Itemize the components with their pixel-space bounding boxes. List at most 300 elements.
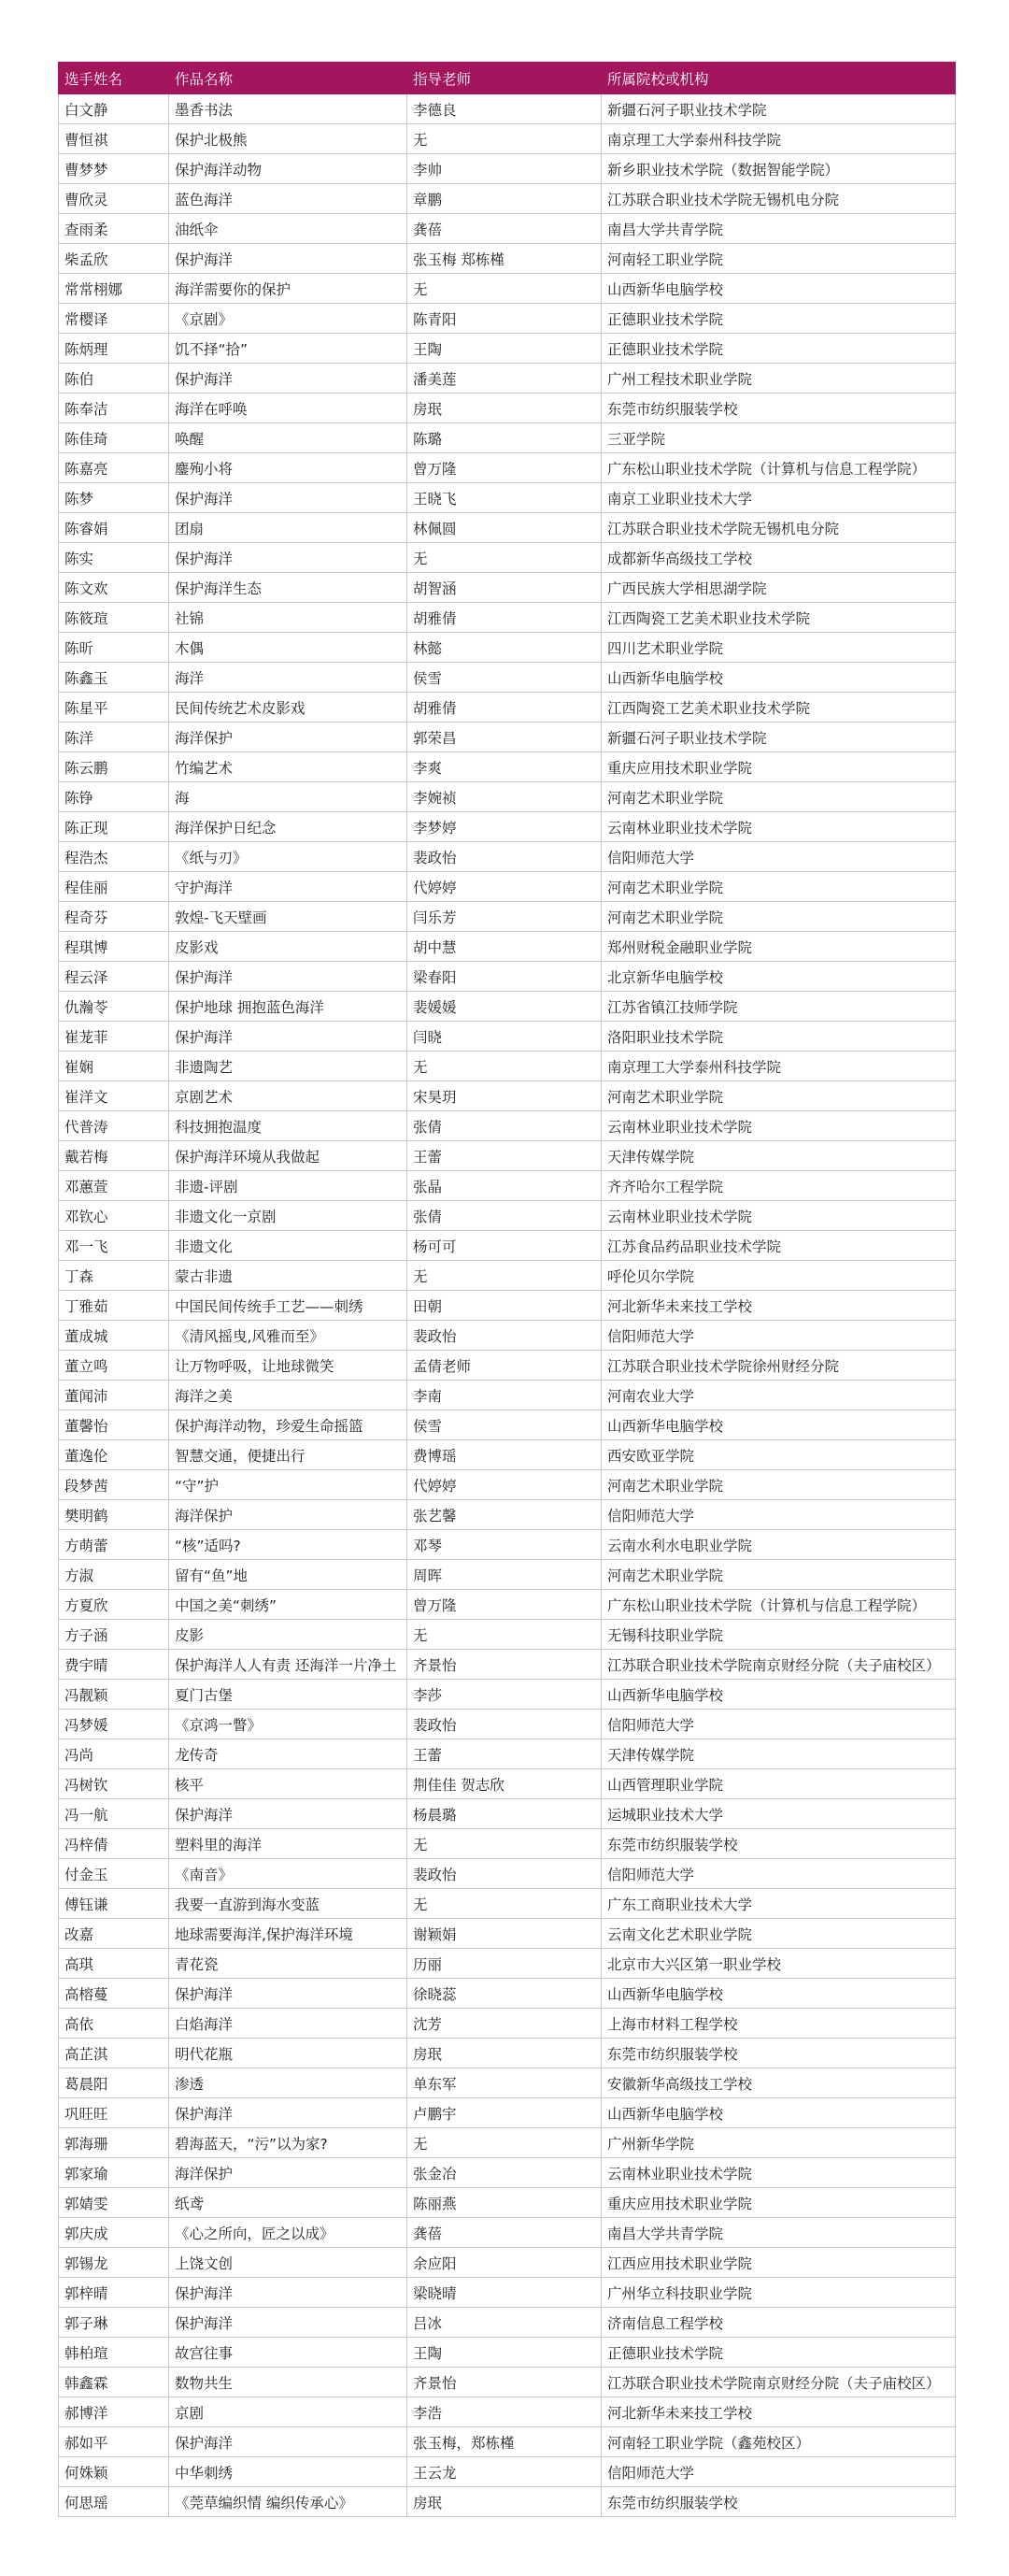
cell-work-title: 海洋在呼唤 [169,394,407,423]
table-row [59,693,956,723]
cell-contestant-name: 冯树钦 [59,1769,169,1799]
table-row [59,1321,956,1351]
table-row [59,1530,956,1560]
cell-work-title: 《心之所向，匠之以成》 [169,2218,407,2248]
cell-work-title: 保护海洋 [169,1979,407,2009]
cell-advisor: 荆佳佳 贺志欣 [407,1769,602,1799]
cell-advisor: 代婷婷 [407,872,602,902]
cell-contestant-name: 陈奉洁 [59,394,169,423]
cell-institution: 南昌大学共青学院 [602,2218,956,2248]
table-row [59,1680,956,1710]
table-row [59,2188,956,2218]
cell-advisor: 邓琴 [407,1530,602,1560]
cell-advisor: 周晖 [407,1560,602,1590]
table-row [59,2338,956,2368]
cell-work-title: 青花瓷 [169,1949,407,1979]
cell-work-title: 保护海洋环境从我做起 [169,1141,407,1171]
cell-institution: 江苏联合职业技术学院无锡机电分院 [602,513,956,543]
cell-work-title: 保护北极熊 [169,124,407,154]
cell-institution: 济南信息工程学校 [602,2308,956,2338]
cell-advisor: 王陶 [407,2338,602,2368]
table-row [59,244,956,274]
cell-advisor: 章鹏 [407,184,602,214]
cell-institution: 无锡科技职业学院 [602,1620,956,1650]
table-row [59,1560,956,1590]
cell-advisor: 张金冶 [407,2158,602,2188]
cell-contestant-name: 高琪 [59,1949,169,1979]
cell-work-title: 智慧交通，便捷出行 [169,1440,407,1470]
table-row [59,543,956,573]
cell-work-title: 海洋需要你的保护 [169,274,407,304]
cell-work-title: 竹编艺术 [169,752,407,782]
cell-institution: 云南林业职业技术学院 [602,1201,956,1231]
cell-contestant-name: 郭庆成 [59,2218,169,2248]
table-row [59,2068,956,2098]
cell-advisor: 龚蓓 [407,2218,602,2248]
cell-work-title: 海洋保护 [169,1500,407,1530]
cell-work-title: 保护海洋 [169,244,407,274]
table-row [59,1710,956,1739]
table-row [59,842,956,872]
cell-contestant-name: 程云泽 [59,962,169,992]
cell-institution: 齐齐哈尔工程学院 [602,1171,956,1201]
cell-advisor: 张倩 [407,1201,602,1231]
cell-institution: 江苏联合职业技术学院南京财经分院（夫子庙校区） [602,1650,956,1680]
cell-institution: 山西管理职业学院 [602,1769,956,1799]
cell-work-title: “核”适吗? [169,1530,407,1560]
cell-institution: 洛阳职业技术学院 [602,1022,956,1052]
cell-contestant-name: 陈文欢 [59,573,169,603]
cell-work-title: 保护海洋动物，珍爱生命摇篮 [169,1410,407,1440]
cell-institution: 河南艺术职业学院 [602,1081,956,1111]
cell-work-title: 鏖殉小将 [169,453,407,483]
cell-advisor: 胡中慧 [407,932,602,962]
cell-work-title: 非遗-评剧 [169,1171,407,1201]
cell-institution: 重庆应用技术职业学院 [602,2188,956,2218]
cell-work-title: 保护海洋 [169,2427,407,2457]
cell-institution: 南京理工大学泰州科技学院 [602,1052,956,1081]
cell-advisor: 张晶 [407,1171,602,1201]
cell-contestant-name: 丁雅茹 [59,1291,169,1321]
cell-institution: 云南林业职业技术学院 [602,2158,956,2188]
cell-institution: 山西新华电脑学校 [602,663,956,693]
cell-contestant-name: 郭锡龙 [59,2248,169,2278]
cell-work-title: 《纸与刃》 [169,842,407,872]
cell-institution: 河南艺术职业学院 [602,782,956,812]
cell-advisor: 王蕾 [407,1739,602,1769]
cell-work-title: 碧海蓝天，“污”以为家? [169,2128,407,2158]
cell-work-title: 京剧艺术 [169,1081,407,1111]
cell-institution: 正德职业技术学院 [602,2338,956,2368]
participant-table [58,62,956,2517]
cell-advisor: 裴政怡 [407,1859,602,1889]
cell-advisor: 卢鹏宇 [407,2098,602,2128]
cell-advisor: 李梦婷 [407,812,602,842]
cell-institution: 信阳师范大学 [602,842,956,872]
cell-institution: 正德职业技术学院 [602,334,956,364]
table-row [59,1440,956,1470]
table-row [59,214,956,244]
table-row [59,2158,956,2188]
cell-institution: 河南轻工职业学院 [602,244,956,274]
cell-advisor: 无 [407,1620,602,1650]
cell-contestant-name: 董闻沛 [59,1381,169,1410]
cell-contestant-name: 葛晨阳 [59,2068,169,2098]
cell-work-title: 保护海洋 [169,962,407,992]
table-row [59,573,956,603]
cell-work-title: 保护海洋人人有责 还海洋一片净土 [169,1650,407,1680]
cell-contestant-name: 查雨柔 [59,214,169,244]
cell-contestant-name: 陈铮 [59,782,169,812]
cell-advisor: 李婉祯 [407,782,602,812]
cell-institution: 南京理工大学泰州科技学院 [602,124,956,154]
cell-advisor: 杨晨璐 [407,1799,602,1829]
cell-contestant-name: 邓一飞 [59,1231,169,1261]
cell-contestant-name: 崔茏菲 [59,1022,169,1052]
table-row [59,1052,956,1081]
cell-advisor: 侯雪 [407,1410,602,1440]
cell-work-title: 地球需要海洋,保护海洋环境 [169,1919,407,1949]
cell-advisor: 侯雪 [407,663,602,693]
cell-advisor: 龚蓓 [407,214,602,244]
cell-institution: 东莞市纺织服装学校 [602,2487,956,2517]
cell-contestant-name: 陈星平 [59,693,169,723]
cell-work-title: 非遗文化一京剧 [169,1201,407,1231]
cell-institution: 山西新华电脑学校 [602,1979,956,2009]
table-row [59,274,956,304]
cell-work-title: 保护地球 拥抱蓝色海洋 [169,992,407,1022]
cell-contestant-name: 郭海珊 [59,2128,169,2158]
table-row [59,2397,956,2427]
cell-advisor: 余应阳 [407,2248,602,2278]
cell-work-title: 数物共生 [169,2368,407,2397]
cell-advisor: 无 [407,1889,602,1919]
cell-institution: 东莞市纺织服装学校 [602,394,956,423]
table-row [59,1949,956,1979]
cell-contestant-name: 曹梦梦 [59,154,169,184]
cell-institution: 江苏省镇江技师学院 [602,992,956,1022]
cell-contestant-name: 冯一航 [59,1799,169,1829]
cell-advisor: 梁晓晴 [407,2278,602,2308]
cell-advisor: 齐景怡 [407,2368,602,2397]
cell-advisor: 林懿 [407,633,602,663]
cell-institution: 山西新华电脑学校 [602,1680,956,1710]
cell-contestant-name: 高榕蔓 [59,1979,169,2009]
cell-contestant-name: 方萌蕾 [59,1530,169,1560]
cell-contestant-name: 陈鑫玉 [59,663,169,693]
cell-institution: 信阳师范大学 [602,2457,956,2487]
cell-work-title: 海 [169,782,407,812]
table-row [59,1769,956,1799]
cell-institution: 河北新华未来技工学校 [602,1291,956,1321]
cell-advisor: 张玉梅，郑栋槿 [407,2427,602,2457]
cell-contestant-name: 郝如平 [59,2427,169,2457]
cell-contestant-name: 方夏欣 [59,1590,169,1620]
cell-advisor: 裴政怡 [407,1321,602,1351]
cell-contestant-name: 付金玉 [59,1859,169,1889]
cell-institution: 江苏食品药品职业技术学院 [602,1231,956,1261]
cell-advisor: 胡雅倩 [407,603,602,633]
table-row [59,2218,956,2248]
cell-work-title: 保护海洋 [169,483,407,513]
cell-contestant-name: 陈嘉亮 [59,453,169,483]
table-header-row [59,63,956,94]
cell-advisor: 闫晓 [407,1022,602,1052]
cell-institution: 江西应用技术职业学院 [602,2248,956,2278]
cell-contestant-name: 方子涵 [59,1620,169,1650]
cell-contestant-name: 常常栩娜 [59,274,169,304]
table-row [59,2368,956,2397]
cell-advisor: 历丽 [407,1949,602,1979]
cell-contestant-name: 邓蕙萱 [59,1171,169,1201]
table-row [59,364,956,394]
cell-advisor: 张艺馨 [407,1500,602,1530]
cell-institution: 广西民族大学相思湖学院 [602,573,956,603]
cell-advisor: 李浩 [407,2397,602,2427]
cell-institution: 云南林业职业技术学院 [602,1111,956,1141]
cell-institution: 西安欧亚学院 [602,1440,956,1470]
cell-contestant-name: 改嘉 [59,1919,169,1949]
table-row [59,1919,956,1949]
cell-advisor: 张倩 [407,1111,602,1141]
cell-work-title: 海洋 [169,663,407,693]
cell-institution: 南昌大学共青学院 [602,214,956,244]
cell-advisor: 梁春阳 [407,962,602,992]
table-row [59,2457,956,2487]
cell-work-title: 皮影 [169,1620,407,1650]
table-row [59,513,956,543]
cell-work-title: 非遗文化 [169,1231,407,1261]
cell-institution: 三亚学院 [602,423,956,453]
table-row [59,603,956,633]
cell-work-title: 守护海洋 [169,872,407,902]
cell-contestant-name: 韩柏瑄 [59,2338,169,2368]
cell-advisor: 无 [407,543,602,573]
cell-contestant-name: 巩旺旺 [59,2098,169,2128]
cell-work-title: 民间传统艺术皮影戏 [169,693,407,723]
table-row [59,2427,956,2457]
cell-work-title: 保护海洋动物 [169,154,407,184]
cell-institution: 东莞市纺织服装学校 [602,1829,956,1859]
table-row [59,1081,956,1111]
cell-work-title: 社锦 [169,603,407,633]
cell-institution: 成都新华高级技工学校 [602,543,956,573]
cell-contestant-name: 陈睿娟 [59,513,169,543]
table-row [59,334,956,364]
participant-list [58,62,955,2517]
table-row [59,1650,956,1680]
cell-advisor: 无 [407,1829,602,1859]
cell-contestant-name: 陈洋 [59,723,169,752]
table-row [59,752,956,782]
header-advisor: 指导老师 [407,63,602,94]
cell-contestant-name: 陈云鹏 [59,752,169,782]
cell-institution: 新疆石河子职业技术学院 [602,94,956,124]
table-row [59,2098,956,2128]
cell-institution: 山西新华电脑学校 [602,274,956,304]
cell-work-title: “守”护 [169,1470,407,1500]
cell-work-title: 纸鸢 [169,2188,407,2218]
cell-advisor: 裴政怡 [407,1710,602,1739]
cell-advisor: 无 [407,124,602,154]
table-row [59,1470,956,1500]
header-work-title: 作品名称 [169,63,407,94]
cell-institution: 山西新华电脑学校 [602,1410,956,1440]
cell-contestant-name: 陈筱瑄 [59,603,169,633]
cell-contestant-name: 崔娴 [59,1052,169,1081]
cell-work-title: 中国民间传统手工艺——刺绣 [169,1291,407,1321]
cell-advisor: 宋昊玥 [407,1081,602,1111]
cell-institution: 四川艺术职业学院 [602,633,956,663]
header-institution: 所属院校或机构 [602,63,956,94]
cell-work-title: 海洋保护 [169,2158,407,2188]
cell-contestant-name: 陈佳琦 [59,423,169,453]
cell-advisor: 谢颖娟 [407,1919,602,1949]
cell-institution: 上海市材料工程学校 [602,2009,956,2039]
table-row [59,1620,956,1650]
cell-advisor: 房珉 [407,2487,602,2517]
table-row [59,154,956,184]
table-row [59,483,956,513]
cell-contestant-name: 郝博洋 [59,2397,169,2427]
cell-contestant-name: 崔洋文 [59,1081,169,1111]
cell-work-title: 保护海洋 [169,2278,407,2308]
cell-advisor: 代婷婷 [407,1470,602,1500]
cell-contestant-name: 郭梓晴 [59,2278,169,2308]
cell-contestant-name: 陈正现 [59,812,169,842]
cell-contestant-name: 冯尚 [59,1739,169,1769]
cell-work-title: 非遗陶艺 [169,1052,407,1081]
cell-advisor: 王云龙 [407,2457,602,2487]
cell-contestant-name: 曹欣灵 [59,184,169,214]
cell-institution: 新疆石河子职业技术学院 [602,723,956,752]
cell-advisor: 房珉 [407,394,602,423]
cell-institution: 广东松山职业技术学院（计算机与信息工程学院） [602,1590,956,1620]
cell-contestant-name: 傅钰谦 [59,1889,169,1919]
table-row [59,1739,956,1769]
cell-contestant-name: 丁森 [59,1261,169,1291]
table-row [59,1799,956,1829]
cell-contestant-name: 董逸伦 [59,1440,169,1470]
cell-institution: 正德职业技术学院 [602,304,956,334]
cell-advisor: 孟倩老师 [407,1351,602,1381]
table-row [59,1022,956,1052]
table-row [59,184,956,214]
cell-work-title: 白焰海洋 [169,2009,407,2039]
table-row [59,1500,956,1530]
cell-institution: 河南艺术职业学院 [602,1560,956,1590]
table-row [59,1261,956,1291]
table-row [59,1889,956,1919]
cell-institution: 新乡职业技术学院（数据智能学院） [602,154,956,184]
table-row [59,1111,956,1141]
cell-contestant-name: 陈炳理 [59,334,169,364]
cell-work-title: 油纸伞 [169,214,407,244]
cell-contestant-name: 仇瀚苓 [59,992,169,1022]
cell-institution: 云南水利水电职业学院 [602,1530,956,1560]
table-row [59,1291,956,1321]
table-row [59,1201,956,1231]
cell-institution: 江苏联合职业技术学院无锡机电分院 [602,184,956,214]
cell-contestant-name: 程浩杰 [59,842,169,872]
table-row [59,663,956,693]
cell-work-title: 木偶 [169,633,407,663]
cell-institution: 河南轻工职业学院（鑫苑校区） [602,2427,956,2457]
cell-advisor: 闫乐芳 [407,902,602,932]
cell-work-title: 上饶文创 [169,2248,407,2278]
cell-work-title: 墨香书法 [169,94,407,124]
cell-advisor: 林佩圆 [407,513,602,543]
cell-work-title: 故宫往事 [169,2338,407,2368]
cell-work-title: 饥不择“拾” [169,334,407,364]
table-row [59,992,956,1022]
cell-institution: 江苏联合职业技术学院徐州财经分院 [602,1351,956,1381]
cell-advisor: 杨可可 [407,1231,602,1261]
cell-advisor: 裴媛媛 [407,992,602,1022]
cell-work-title: 团扇 [169,513,407,543]
cell-contestant-name: 董馨怡 [59,1410,169,1440]
cell-work-title: 保护海洋 [169,2098,407,2128]
cell-contestant-name: 高芷淇 [59,2039,169,2068]
cell-advisor: 郭荣昌 [407,723,602,752]
cell-work-title: 保护海洋 [169,364,407,394]
cell-contestant-name: 冯梓倩 [59,1829,169,1859]
cell-work-title: 京剧 [169,2397,407,2427]
table-row [59,633,956,663]
table-row [59,1141,956,1171]
cell-advisor: 房珉 [407,2039,602,2068]
cell-institution: 东莞市纺织服装学校 [602,2039,956,2068]
cell-advisor: 陈青阳 [407,304,602,334]
cell-contestant-name: 白文静 [59,94,169,124]
table-row [59,812,956,842]
table-row [59,1351,956,1381]
cell-institution: 云南文化艺术职业学院 [602,1919,956,1949]
cell-advisor: 费博瑶 [407,1440,602,1470]
table-row [59,2308,956,2338]
table-row [59,304,956,334]
cell-advisor: 李德良 [407,94,602,124]
table-row [59,2248,956,2278]
cell-advisor: 齐景怡 [407,1650,602,1680]
table-row [59,1171,956,1201]
cell-contestant-name: 费宇晴 [59,1650,169,1680]
table-row [59,124,956,154]
cell-advisor: 无 [407,274,602,304]
cell-work-title: 科技拥抱温度 [169,1111,407,1141]
table-row [59,2039,956,2068]
cell-institution: 河北新华未来技工学校 [602,2397,956,2427]
cell-advisor: 李帅 [407,154,602,184]
cell-work-title: 海洋保护 [169,723,407,752]
cell-work-title: 保护海洋 [169,1799,407,1829]
table-row [59,1829,956,1859]
cell-advisor: 无 [407,1261,602,1291]
table-row [59,1231,956,1261]
cell-advisor: 陈璐 [407,423,602,453]
cell-contestant-name: 冯梦媛 [59,1710,169,1739]
cell-institution: 信阳师范大学 [602,1859,956,1889]
cell-contestant-name: 韩鑫霖 [59,2368,169,2397]
cell-institution: 安徽新华高级技工学校 [602,2068,956,2098]
cell-institution: 北京市大兴区第一职业学校 [602,1949,956,1979]
cell-institution: 天津传媒学院 [602,1141,956,1171]
cell-institution: 北京新华电脑学校 [602,962,956,992]
cell-advisor: 曾万隆 [407,453,602,483]
cell-institution: 广州新华学院 [602,2128,956,2158]
cell-work-title: 《京鸿一瞥》 [169,1710,407,1739]
cell-work-title: 让万物呼吸，让地球微笑 [169,1351,407,1381]
